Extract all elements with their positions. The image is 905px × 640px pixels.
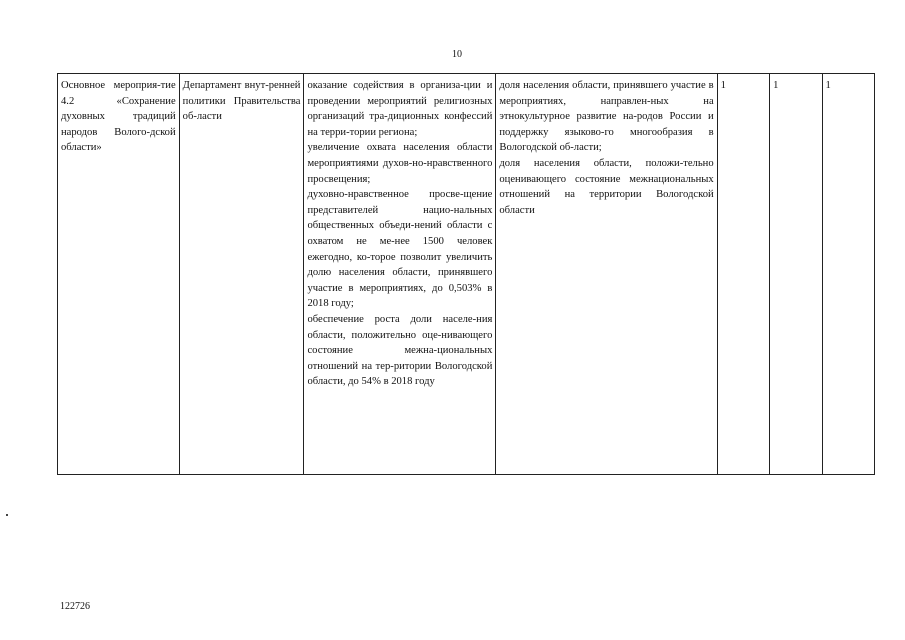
value: 1	[773, 80, 779, 91]
indicators-cell	[496, 74, 717, 475]
results-cell	[304, 74, 496, 475]
value: 1	[720, 80, 726, 91]
department-name: Департамент внут-ренней политики Правительства об-ласти	[182, 80, 301, 123]
result-item: оказание содействия в организа-ции и проведении мероприятий религиозных организаций тра-диционных конфессий на терри-тории региона;	[307, 80, 493, 138]
value-cell-1	[717, 74, 769, 475]
program-table	[57, 73, 875, 475]
value-cell-3	[822, 74, 874, 475]
event-name: Основное мероприя-тие 4.2 «Сохранение духовных традиций народов Волого-дской области»	[61, 80, 176, 154]
value: 1	[825, 80, 831, 91]
indicator-item: доля населения области, положи-тельно оценивающего состояние межнациональных отношений на территории Вологодской области	[499, 157, 714, 216]
result-item: обеспечение роста доли населе-ния области, положительно оце-нивающего состояние межна-циональных отношений на тер-ритории Вологодской области, до 54% в 2018 году	[307, 313, 493, 388]
event-cell	[58, 74, 180, 475]
value-cell-2	[770, 74, 822, 475]
scan-speck	[6, 514, 8, 516]
document-id: 122726	[60, 601, 90, 612]
result-item: увеличение охвата населения области мероприятиями духов-но-нравственного просвещения;	[307, 142, 493, 185]
page-number: 10	[452, 49, 462, 60]
table-row	[58, 74, 875, 475]
department-cell	[179, 74, 304, 475]
indicator-item: доля населения области, принявшего участие в мероприятиях, направлен-ных на этнокультурное развитие на-родов России и поддержку языково-го многообразия в Вологодской об-ласти;	[499, 80, 714, 154]
result-item: духовно-нравственное просве-щение представителей нацио-нальных общественных объеди-нений области с охватом не ме-нее 1500 человек ежегодно, ко-торое позволит увеличить долю населения области, принявшего участие в мероприятиях, до 0,503% в 2018 году;	[307, 189, 493, 310]
